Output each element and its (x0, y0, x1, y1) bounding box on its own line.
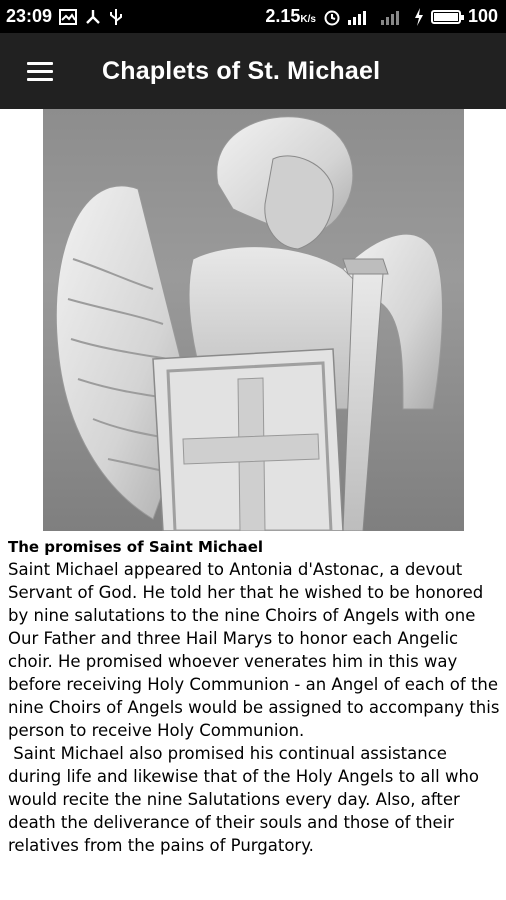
statue-illustration (43, 109, 464, 531)
status-bar (0, 0, 506, 33)
message-icon (59, 9, 77, 25)
promises-body: Saint Michael appeared to Antonia d'Astonac, a devout Servant of God. He told her that he wished to be honored by nine salutations to the nine Choirs of Angels with one Our Father and three Hail Marys to honor each Angelic choir. He promised whoever venerates him in this way before receiving Holy Communion - an Angel of each of the nine Choirs of Angels would be assigned to accompany this person to receive Holy Communion. Saint Michael also promised his continual assistance during life and likewise that of the Holy Angels to all who would recite the nine Salutations every day. Also, after death the deliverance of their souls and those of their relatives from the pains of Purgatory. (8, 560, 500, 855)
hamburger-menu-icon[interactable] (0, 33, 80, 109)
status-left (6, 6, 123, 27)
network-speed: 2.15K/s (265, 6, 316, 26)
promises-heading: The promises of Saint Michael (8, 538, 264, 556)
alarm-icon (323, 8, 341, 26)
battery-level: 100 (467, 6, 498, 26)
usb-icon (109, 8, 123, 26)
charging-icon (414, 8, 424, 26)
battery-icon (431, 10, 461, 24)
app-bar (0, 33, 506, 109)
promises-content (8, 536, 500, 857)
signal-icon-sim1 (348, 9, 374, 25)
status-right (265, 6, 498, 27)
app-title: Chaplets of St. Michael (102, 56, 381, 85)
status-time: 23:09 (6, 6, 53, 26)
signal-icon-sim2 (381, 9, 407, 25)
network-share-icon (84, 8, 102, 26)
statue-image (43, 109, 464, 531)
